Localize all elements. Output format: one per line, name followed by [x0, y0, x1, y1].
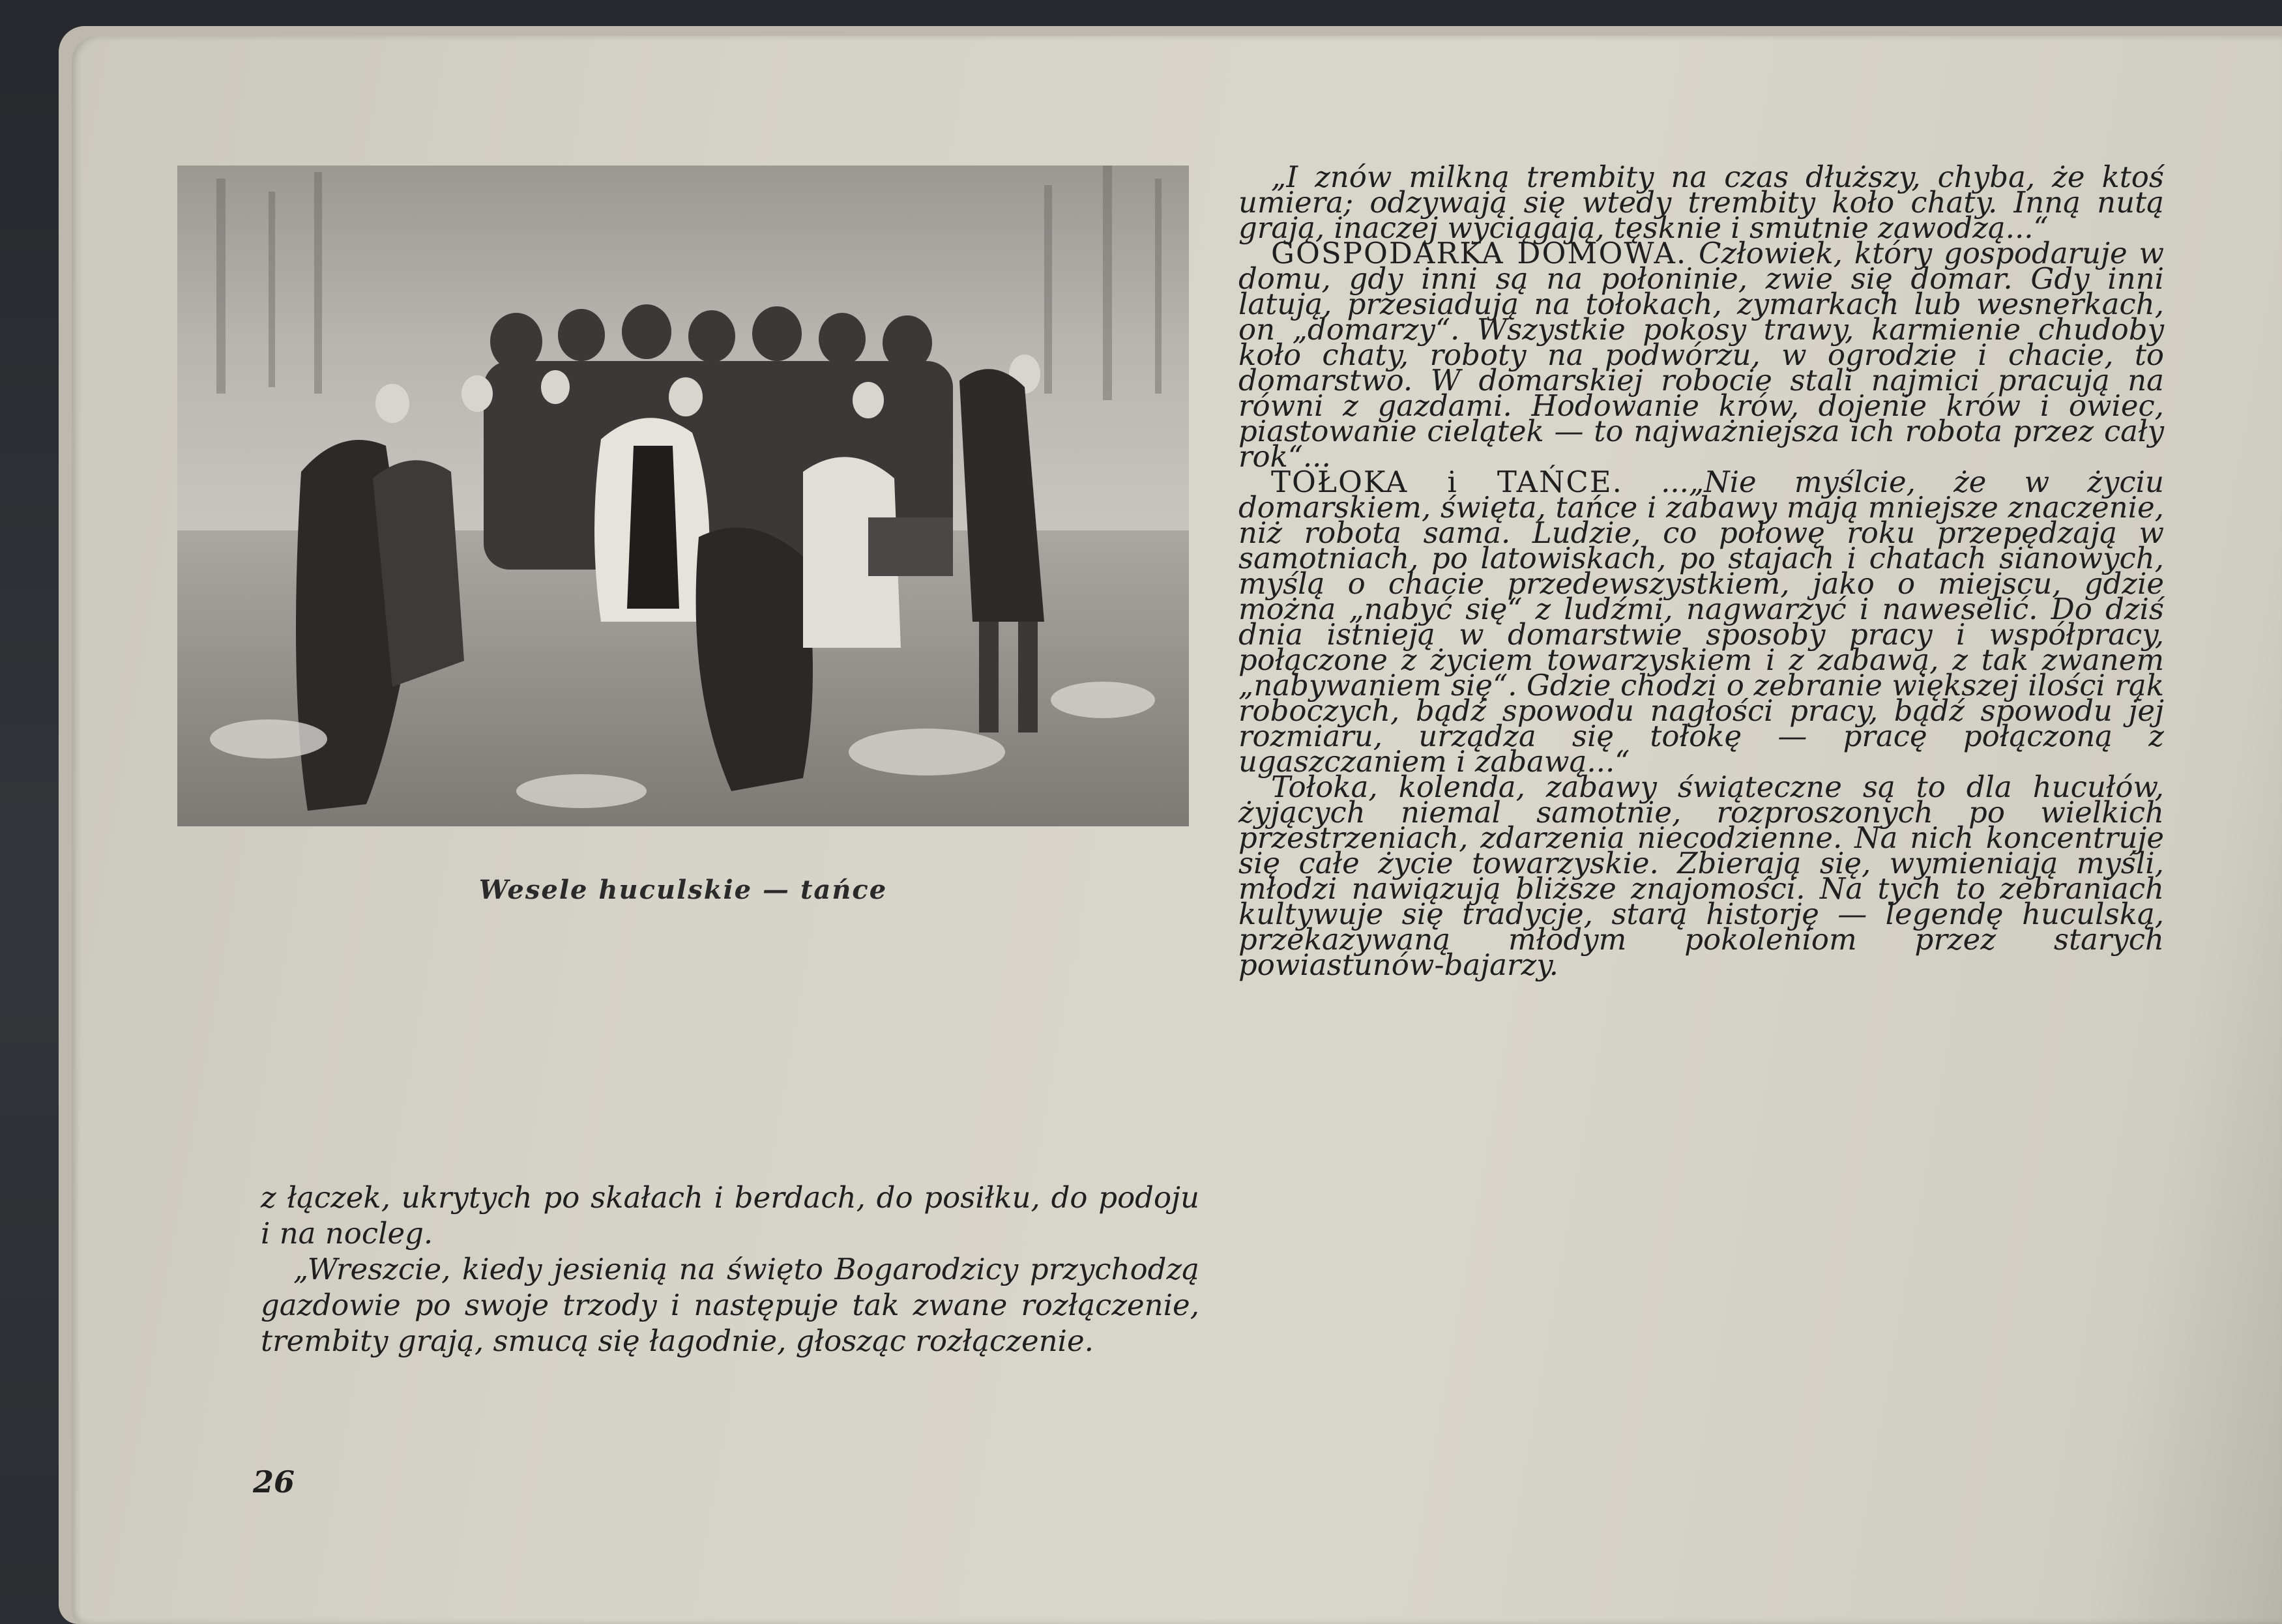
section-text-toloka: ...„Nie myślcie, że w życiu domarskiem, święta, tańce i zabawy mają mniejsze znaczenie, niż robota sama. Ludzie, co połowę roku przepędzają w samotniach, po latowiskach, po stajach i chatach sianowych, myślą o chacie przedewszystkiem, jako o miejscu, gdzie można „nabyć się“ z ludźmi, nagwarzyć i naweselić. Do dziś dnia istnieją w domarstwie sposoby pracy i współpracy, połączone z życiem towarzyskiem i z zabawą, z tak zwanem „nabywaniem się“. Gdzie chodzi o zebranie większej ilości rąk roboczych, bądź spowodu nagłości pracy, bądź spowodu jej rozmiaru, urządza się tołokę — pracę połączoną z ugaszczaniem i zabawą...“ [1238, 465, 2164, 779]
section-gospodarka [1238, 236, 2164, 474]
photo-caption: Wesele huculskie — tańce [478, 875, 888, 905]
left-column-text [261, 1180, 1199, 1359]
section-heading-toloka: TOŁOKA i TAŃCE. [1271, 465, 1623, 499]
section-toloka [1238, 465, 2164, 779]
section-heading-gospodarka: GOSPODARKA DOMOWA. [1271, 236, 1688, 270]
left-paragraph-2: „Wreszcie, kiedy jesienią na święto Bogarodzicy przychodzą gazdowie po swoje trzody i następuje tak zwane rozłączenie, trembity grają, smucą się łagodnie, głosząc rozłączenie. [261, 1252, 1199, 1358]
section-text-gospodarka: Człowiek, który gospodaruje w domu, gdy inni są na połoninie, zwie się domar. Gdy inni latują, przesiadują na tołokach, zymarkach lub wesnerkach, on „domarzy“. Wszystkie pokosy trawy, karmienie chudoby koło chaty, roboty na podwórzu, w ogrodzie i chacie, to domarstwo. W domarskiej robocie stali najmici pracują na równi z gazdami. Hodowanie krów, dojenie krów i owiec, piastowanie cielątek — to najważniejsza ich robota przez cały rok“... [1238, 236, 2164, 474]
page-number: 26 [253, 1464, 295, 1500]
right-column-text [1238, 160, 2164, 982]
left-paragraph-1: z łączek, ukrytych po skałach i berdach, do posiłku, do podoju i na nocleg. [261, 1180, 1199, 1251]
right-paragraph-1: „I znów milkną trembity na czas dłuższy, chyba, że ktoś umiera; odzywają się wtedy trembity koło chaty. Inną nutą grają, inaczej wyciągają, tęsknie i smutnie zawodzą...“ [1238, 160, 2164, 245]
right-paragraph-4: Tołoka, kolenda, zabawy świąteczne są to dla hucułów, żyjących niemal samotnie, rozproszonych po wielkich przestrzeniach, zdarzenia niecodzienne. Na nich koncentruje się całe życie towarzyskie. Zbierają się, wymieniają myśli, młodzi nawiązują bliższe znajomości. Na tych to zebraniach kultywuje się tradycje, starą historję — legendę huculską, przekazywaną młodym pokoleniom przez starych powiastunów-bajarzy. [1238, 770, 2164, 982]
wedding-dance-photo [177, 166, 1189, 826]
